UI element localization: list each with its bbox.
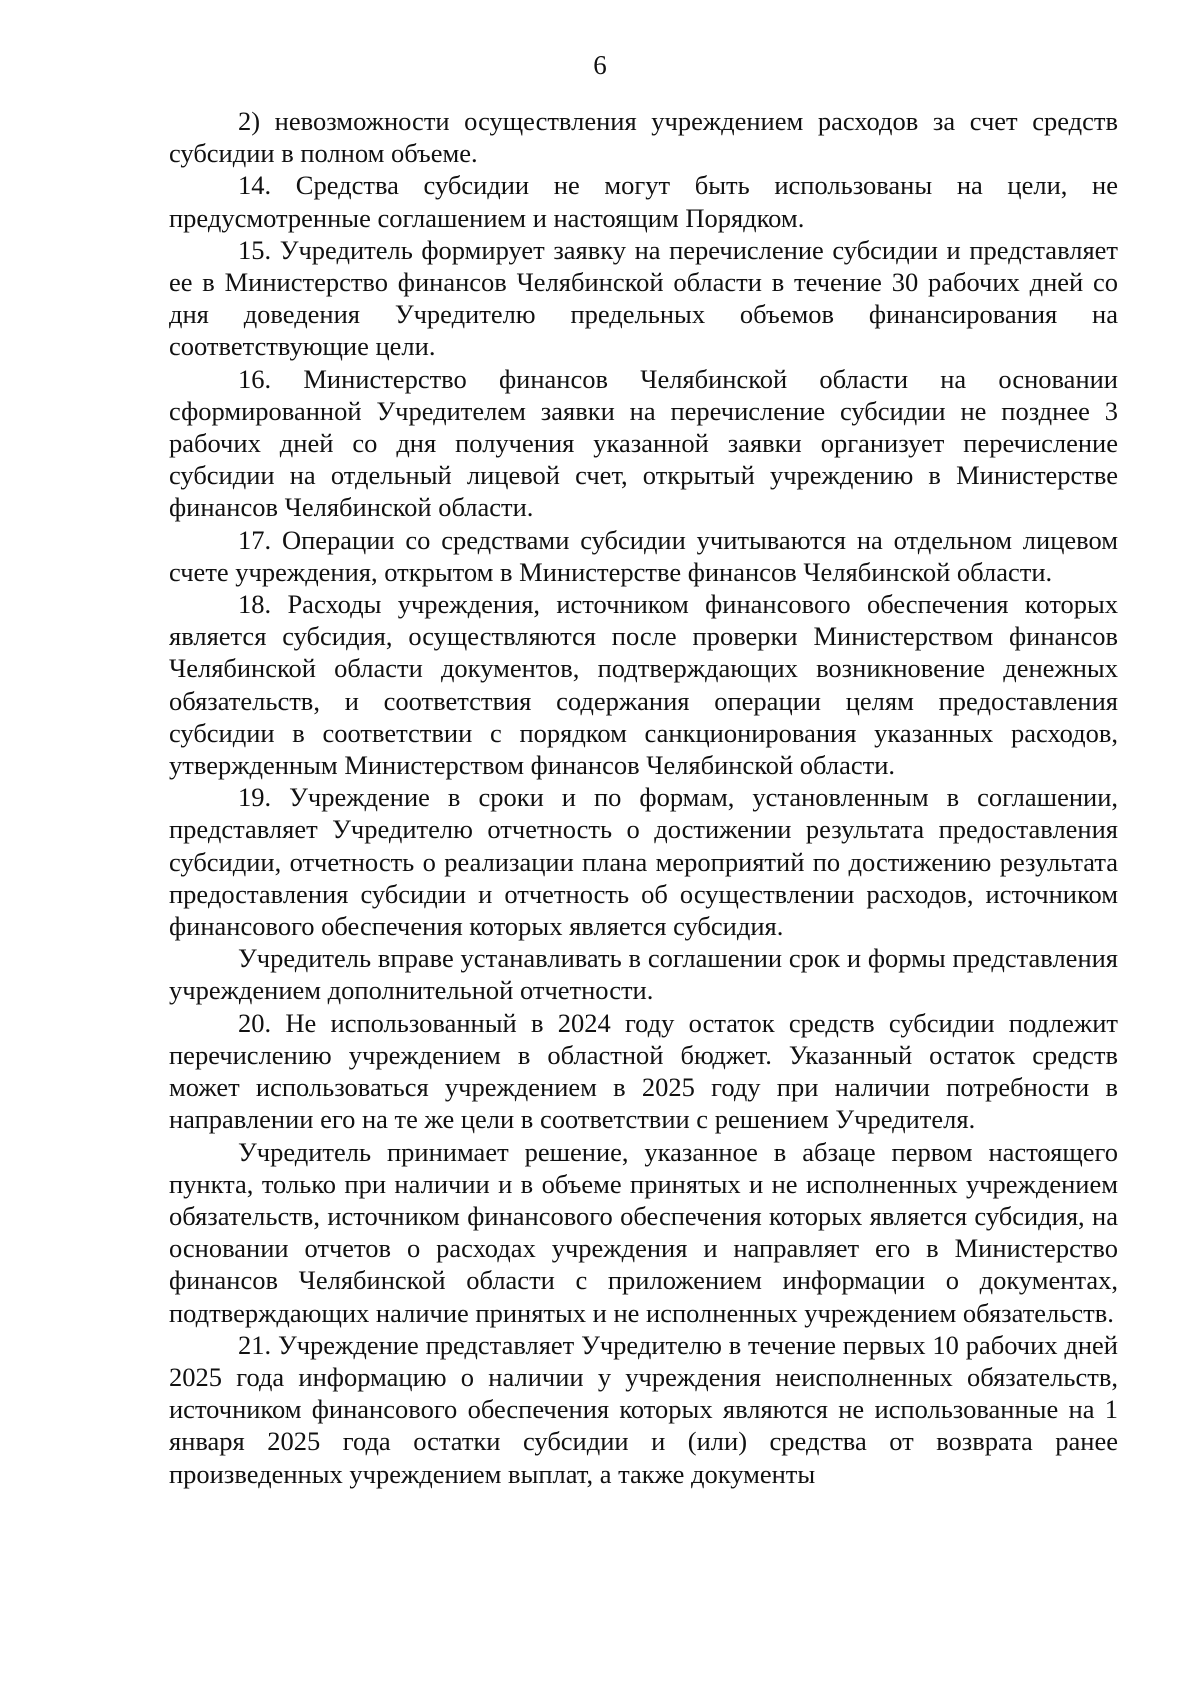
paragraph-clause-15: 15. Учредитель формирует заявку на перечисление субсидии и представляет ее в Министерство финансов Челябинской области в течение 30 рабочих дней со дня доведения Учредителю предельных объемов финансирования на соответствующие цели. <box>169 234 1118 362</box>
paragraph-clause-20-continued: Учредитель принимает решение, указанное в абзаце первом настоящего пункта, только при наличии и в объеме принятых и не исполненных учреждением обязательств, источником финансового обеспечения которых является субсидия, на основании отчетов о расходах учреждения и направляет его в Министерство финансов Челябинской области с приложением информации о документах, подтверждающих наличие принятых и не исполненных учреждением обязательств. <box>169 1136 1118 1328</box>
paragraph-clause-20: 20. Не использованный в 2024 году остаток средств субсидии подлежит перечислению учреждением в областной бюджет. Указанный остаток средств может использоваться учреждением в 2025 году при наличии потребности в направлении его на те же цели в соответствии с решением Учредителя. <box>169 1007 1118 1135</box>
paragraph-clause-19: 19. Учреждение в сроки и по формам, установленным в соглашении, представляет Учредителю отчетность о достижении результата предоставления субсидии, отчетность о реализации плана мероприятий по достижению результата предоставления субсидии и отчетность об осуществлении расходов, источником финансового обеспечения которых является субсидия. <box>169 782 1118 942</box>
paragraph-subitem-2: 2) невозможности осуществления учреждением расходов за счет средств субсидии в полном объеме. <box>169 106 1118 169</box>
paragraph-clause-19-continued: Учредитель вправе устанавливать в соглашении срок и формы представления учреждением дополнительной отчетности. <box>169 943 1118 1006</box>
paragraph-clause-14: 14. Средства субсидии не могут быть использованы на цели, не предусмотренные соглашением и настоящим Порядком. <box>169 170 1118 233</box>
page-number: 6 <box>593 50 607 80</box>
paragraph-clause-17: 17. Операции со средствами субсидии учитываются на отдельном лицевом счете учреждения, открытом в Министерстве финансов Челябинской области. <box>169 524 1118 587</box>
paragraph-clause-21: 21. Учреждение представляет Учредителю в течение первых 10 рабочих дней 2025 года информацию о наличии у учреждения неисполненных обязательств, источником финансового обеспечения которых являются не использованные на 1 января 2025 года остатки субсидии и (или) средства от возврата ранее произведенных учреждением выплат, а также документы <box>169 1329 1118 1489</box>
paragraph-clause-18: 18. Расходы учреждения, источником финансового обеспечения которых является субсидия, осуществляются после проверки Министерством финансов Челябинской области документов, подтверждающих возникновение денежных обязательств, и соответствия содержания операции целям предоставления субсидии в соответствии с порядком санкционирования указанных расходов, утвержденным Министерством финансов Челябинской области. <box>169 589 1118 781</box>
document-body <box>169 105 1118 1490</box>
paragraph-clause-16: 16. Министерство финансов Челябинской области на основании сформированной Учредителем заявки на перечисление субсидии не позднее 3 рабочих дней со дня получения указанной заявки организует перечисление субсидии на отдельный лицевой счет, открытый учреждению в Министерстве финансов Челябинской области. <box>169 363 1118 523</box>
